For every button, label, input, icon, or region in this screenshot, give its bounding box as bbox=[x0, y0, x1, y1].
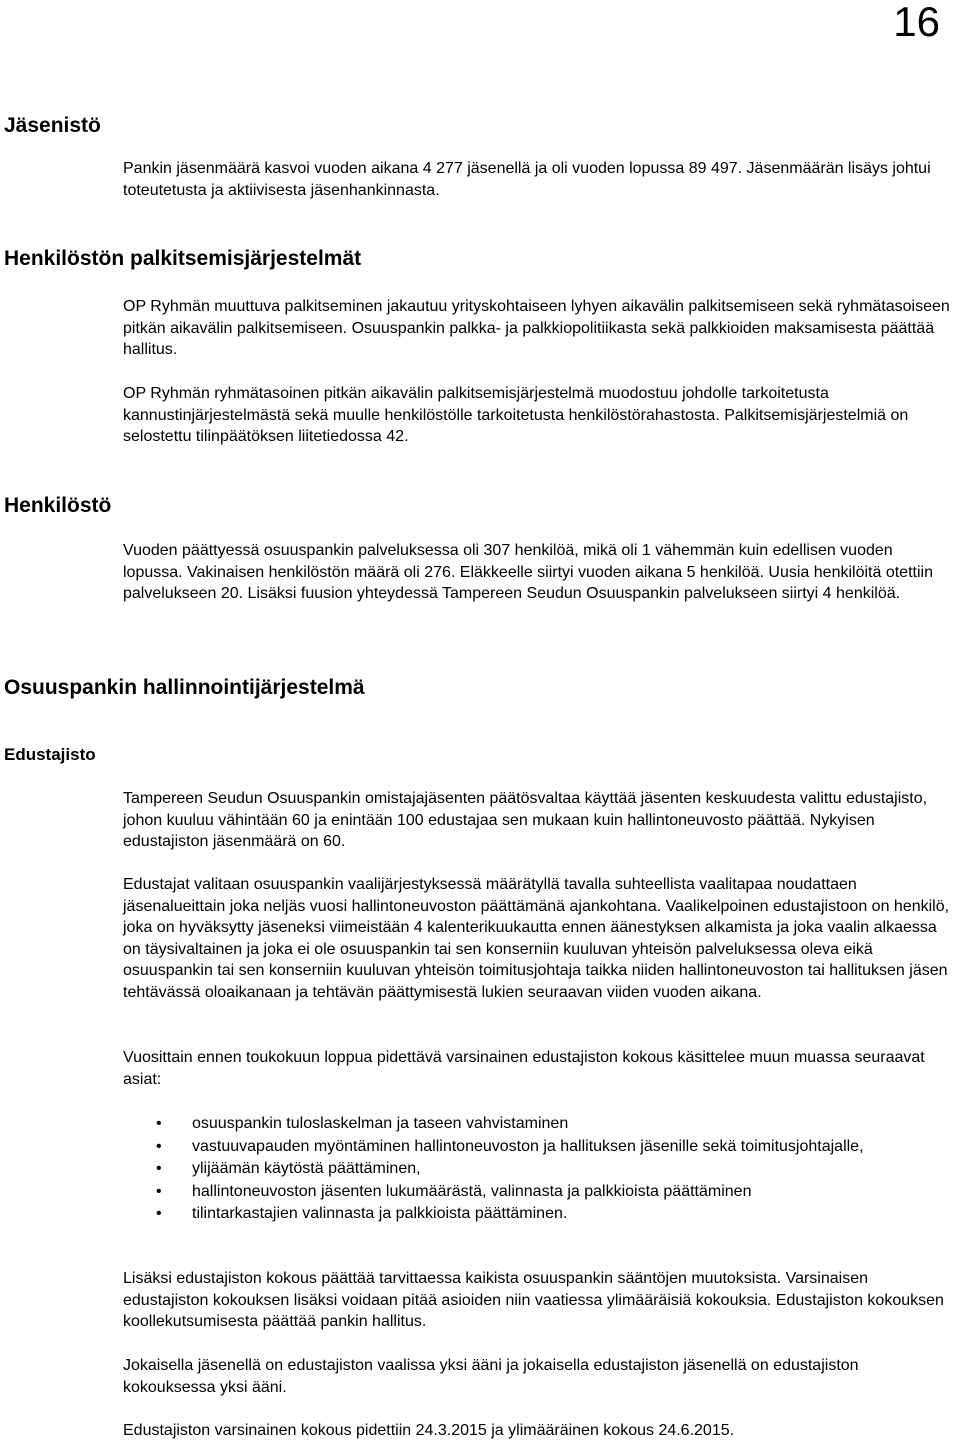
paragraph-staff: Vuoden päättyessä osuuspankin palveluksessa oli 307 henkilöä, mikä oli 1 vähemmän kuin edellisen vuoden lopussa. Vakinaisen henkilöstön määrä oli 276. Eläkkeelle siirtyi vuoden aikana 5 henkilöä. Uusia henkilöitä otettiin palvelukseen 20. Lisäksi fuusion yhteydessä Tampereen Seudun Osuuspankin palvelukseen siirtyi 4 henkilöä. bbox=[123, 542, 933, 603]
list-item: • tilintarkastajien valinnasta ja palkkioista päättäminen. bbox=[123, 1203, 953, 1225]
section-heading-council: Edustajisto bbox=[4, 745, 96, 764]
paragraph-council-5: Jokaisella jäsenellä on edustajiston vaalissa yksi ääni ja jokaisella edustajiston jäsenellä on edustajiston kokouksessa yksi ääni. bbox=[123, 1357, 859, 1396]
section-heading-governance: Osuuspankin hallinnointijärjestelmä bbox=[4, 676, 365, 699]
paragraph-members: Pankin jäsenmäärä kasvoi vuoden aikana 4 277 jäsenellä ja oli vuoden lopussa 89 497. Jäsenmäärän lisäys johtui toteutetusta ja aktiivisesta jäsenhankinnasta. bbox=[123, 160, 931, 199]
list-item: • hallintoneuvoston jäsenten lukumäärästä, valinnasta ja palkkioista päättäminen bbox=[123, 1181, 953, 1203]
section-heading-compensation: Henkilöstön palkitsemisjärjestelmät bbox=[4, 247, 362, 270]
page-number: 16 bbox=[893, 0, 940, 45]
agenda-bullet-list bbox=[123, 1113, 953, 1226]
paragraph-council-4: Lisäksi edustajiston kokous päättää tarvittaessa kaikista osuuspankin sääntöjen muutoksista. Varsinaisen edustajiston kokouksen lisäksi voidaan pitää asioiden niin vaatiessa ylimääräisiä kokouksia. Edustajiston kokouksen koollekutsumisesta päättää pankin hallitus. bbox=[123, 1270, 944, 1331]
paragraph-compensation-1: OP Ryhmän muuttuva palkitseminen jakautuu yrityskohtaiseen lyhyen aikavälin palkitsemiseen sekä ryhmätasoiseen pitkän aikavälin palkitsemiseen. Osuuspankin palkka- ja palkkiopolitiikasta sekä palkkioiden maksamisesta päättää hallitus. bbox=[123, 298, 950, 359]
paragraph-council-2: Edustajat valitaan osuuspankin vaalijärjestyksessä määrätyllä tavalla suhteellista vaalitapaa noudattaen jäsenalueittain joka neljäs vuosi hallintoneuvoston päättämänä ajankohtana. Vaalikelpoinen edustajistoon on henkilö, joka on hyväksytty jäseneksi viimeistään 4 kalenterikuukautta ennen äänestyksen alkamista ja joka vaalin alkaessa on täysivaltainen ja joka ei ole osuuspankin tai sen konserniin kuuluvan yhteisön palveluksessa oleva eikä osuuspankin tai sen konserniin kuuluvan yhteisön toimitusjohtaja taikka niiden hallintoneuvoston tai hallituksen jäsen tehtävässä oloaikanaan ja tehtävän päättymisestä lukien seuraavan viiden vuoden aikana. bbox=[123, 876, 950, 1001]
paragraph-council-3: Vuosittain ennen toukokuun loppua pidettävä varsinainen edustajiston kokous käsittelee muun muassa seuraavat asiat: bbox=[123, 1049, 925, 1088]
list-item: • osuuspankin tuloslaskelman ja taseen vahvistaminen bbox=[123, 1113, 953, 1135]
list-item: • ylijäämän käytöstä päättäminen, bbox=[123, 1158, 953, 1180]
paragraph-compensation-2: OP Ryhmän ryhmätasoinen pitkän aikavälin palkitsemisjärjestelmä muodostuu johdolle tarkoitetusta kannustinjärjestelmästä sekä muulle henkilöstölle tarkoitetusta henkilöstörahastosta. Palkitsemisjärjestelmiä on selostettu tilinpäätöksen liitetiedossa 42. bbox=[123, 385, 909, 446]
paragraph-council-6: Edustajiston varsinainen kokous pidettiin 24.3.2015 ja ylimääräinen kokous 24.6.2015. bbox=[123, 1422, 735, 1439]
section-heading-members: Jäsenistö bbox=[4, 114, 101, 137]
section-heading-staff: Henkilöstö bbox=[4, 494, 112, 517]
list-item: • vastuuvapauden myöntäminen hallintoneuvoston ja hallituksen jäsenille sekä toimitusjohtajalle, bbox=[123, 1136, 953, 1158]
paragraph-council-1: Tampereen Seudun Osuuspankin omistajajäsenten päätösvaltaa käyttää jäsenten keskuudesta valittu edustajisto, johon kuuluu vähintään 60 ja enintään 100 edustajaa sen mukaan kuin hallintoneuvosto päättää. Nykyisen edustajiston jäsenmäärä on 60. bbox=[123, 790, 928, 851]
